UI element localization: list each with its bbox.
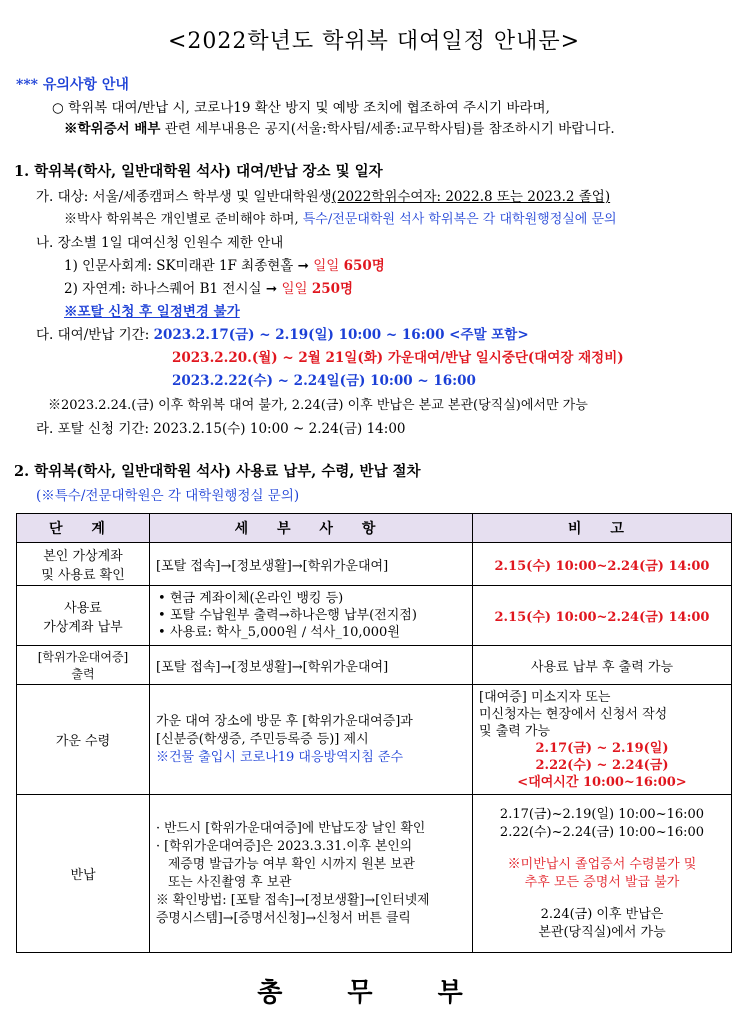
row2-bullet: • 현금 계좌이체(온라인 뱅킹 등) bbox=[170, 590, 466, 607]
row1-detail: [포탈 접속]→[정보생활]→[학위가운대여] bbox=[150, 543, 473, 586]
section1-ga-note bbox=[64, 208, 617, 227]
row5-note bbox=[473, 795, 732, 953]
row2-step-l1: 사용료 bbox=[64, 600, 102, 616]
notice-stars: *** bbox=[16, 77, 38, 93]
row4-n6: <대여시간 10:00~16:00> bbox=[517, 774, 687, 790]
row5-d2: · [학위가운대여증]은 2023.3.31.이후 본인의 bbox=[156, 838, 413, 854]
section1-na2 bbox=[64, 277, 353, 297]
row1-step-l1: 본인 가상계좌 bbox=[43, 549, 123, 564]
da-note: ※2023.2.24.(금) 이후 학위복 대여 불가, 2.24(금) 이후 반납은 본교 본관(당직실)에서만 가능 bbox=[48, 398, 588, 413]
na2-count: 250명 bbox=[311, 281, 354, 297]
da-period3: 2023.2.22(수) ~ 2.24일(금) 10:00 ~ 16:00 bbox=[172, 373, 476, 389]
row2-note: 2.15(수) 10:00~2.24(금) 14:00 bbox=[473, 586, 732, 646]
row4-n5: 2.22(수) ~ 2.24(금) bbox=[535, 757, 669, 773]
row4-n4: 2.17(금) ~ 2.19(일) bbox=[535, 740, 669, 756]
section1-na1 bbox=[64, 254, 385, 274]
row2-step-l2: 가상계좌 납부 bbox=[43, 619, 123, 635]
page-title: <2022학년도 학위복 대여일정 안내문> bbox=[167, 29, 581, 54]
row5-detail bbox=[150, 795, 473, 953]
notice-line2 bbox=[64, 117, 615, 137]
row5-n5: 2.24(금) 이후 반납은 bbox=[540, 906, 664, 922]
row4-d3: ※건물 출입시 코로나19 대응방역지침 준수 bbox=[156, 749, 403, 765]
row5-d5: ※ 확인방법: [포탈 접속]→[정보생활]→[인터넷제 bbox=[156, 892, 430, 908]
notice-heading bbox=[16, 74, 129, 94]
row5-n3: ※미반납시 졸업증서 수령불가 및 bbox=[507, 856, 697, 872]
table-row bbox=[17, 586, 732, 646]
section1-ra: 라. 포탈 신청 기간: 2023.2.15(수) 10:00 ~ 2.24(금) 14:00 bbox=[36, 421, 406, 437]
da-period1: 2023.2.17(금) ~ 2.19(일) 10:00 ~ 16:00 <주말 포함> bbox=[153, 327, 529, 343]
row4-note bbox=[473, 685, 732, 795]
section1-ga bbox=[36, 185, 610, 205]
row5-step: 반납 bbox=[17, 795, 150, 953]
header-note: 비 고 bbox=[473, 514, 732, 543]
section1-da bbox=[36, 323, 529, 343]
table-row bbox=[17, 543, 732, 586]
row5-n2: 2.22(수)~2.24(금) 10:00~16:00 bbox=[499, 824, 705, 840]
da-label: 다. 대여/반납 기간: bbox=[36, 327, 154, 343]
ga-note-blue: 특수/전문대학원 석사 학위복은 각 대학원행정실에 문의 bbox=[302, 212, 617, 227]
row2-bullet: • 포탈 수납원부 출력→하나은행 납부(전지점) bbox=[170, 607, 466, 624]
header-detail: 세 부 사 항 bbox=[150, 514, 473, 543]
row4-detail bbox=[150, 685, 473, 795]
ga-paren: (2022학위수여자: 2022.8 또는 2023.2 졸업) bbox=[331, 189, 611, 205]
notice-line2-rest: 관련 세부내용은 공지(서울:학사팀/세종:교무학사팀)를 참조하시기 바랍니다. bbox=[160, 121, 615, 137]
ga-note-black: ※박사 학위복은 개인별로 준비해야 하며, bbox=[64, 212, 303, 227]
notice-line2-mark: ※학위증서 배부 bbox=[64, 121, 161, 137]
row1-note: 2.15(수) 10:00~2.24(금) 14:00 bbox=[473, 543, 732, 586]
table-row bbox=[17, 795, 732, 953]
na1-count: 650명 bbox=[343, 258, 385, 274]
row3-step-l2: 출력 bbox=[71, 667, 95, 681]
na1-text: 1) 인문사회계: SK미래관 1F 최종현홀 ➞ bbox=[64, 258, 314, 274]
ga-prefix: 가. 대상: 서울/세종캠퍼스 학부생 및 일반대학원생 bbox=[36, 189, 332, 205]
table-row bbox=[17, 646, 732, 685]
header-step: 단 계 bbox=[17, 514, 150, 543]
da-period2: 2023.2.20.(월) ~ 2월 21일(화) 가운대여/반납 일시중단(대여장 재정비) bbox=[172, 350, 624, 366]
row5-n1: 2.17(금)~2.19(일) 10:00~16:00 bbox=[499, 806, 705, 822]
table-header-row bbox=[17, 514, 732, 543]
table-row bbox=[17, 685, 732, 795]
row2-step bbox=[17, 586, 150, 646]
footer-department: 총 무 부 bbox=[257, 978, 491, 1008]
row1-step bbox=[17, 543, 150, 586]
notice-heading-text: 유의사항 안내 bbox=[42, 77, 129, 93]
row2-bullet: • 사용료: 학사_5,000원 / 석사_10,000원 bbox=[170, 624, 466, 641]
section1-na: 나. 장소별 1일 대여신청 인원수 제한 안내 bbox=[36, 235, 284, 251]
notice-line1: ○ 학위복 대여/반납 시, 코로나19 확산 방지 및 예방 조치에 협조하여 주시기 바라며, bbox=[52, 100, 550, 116]
row4-step: 가운 수령 bbox=[17, 685, 150, 795]
row5-n4: 추후 모든 증명서 발급 불가 bbox=[524, 874, 680, 890]
row5-d6: 증명시스템]→[증명서신청]→신청서 버튼 클릭 bbox=[156, 910, 411, 926]
section2-sub: (※특수/전문대학원은 각 대학원행정실 문의) bbox=[36, 488, 300, 504]
row3-note: 사용료 납부 후 출력 가능 bbox=[473, 646, 732, 685]
row4-n1: [대여증] 미소지자 또는 bbox=[479, 689, 611, 705]
row4-n2: 미신청자는 현장에서 신청서 작성 bbox=[479, 706, 668, 722]
row3-step-l1: [학위가운대여증] bbox=[37, 650, 129, 664]
row5-n6: 본관(당직실)에서 가능 bbox=[538, 924, 666, 940]
na1-daily: 일일 bbox=[313, 258, 344, 274]
portal-note: ※포탈 신청 후 일정변경 불가 bbox=[64, 304, 240, 320]
section1-heading: 1. 학위복(학사, 일반대학원 석사) 대여/반납 장소 및 일자 bbox=[14, 163, 383, 180]
procedure-table bbox=[16, 513, 732, 953]
row3-detail: [포탈 접속]→[정보생활]→[학위가운대여] bbox=[150, 646, 473, 685]
row5-d1: · 반드시 [학위가운대여증]에 반납도장 날인 확인 bbox=[156, 820, 426, 836]
row4-d2: [신분증(학생증, 주민등록증 등)] 제시 bbox=[156, 731, 369, 747]
na2-daily: 일일 bbox=[281, 281, 312, 297]
row2-detail bbox=[150, 586, 473, 646]
row4-n3: 및 출력 가능 bbox=[479, 723, 551, 739]
na2-text: 2) 자연계: 하나스퀘어 B1 전시실 ➞ bbox=[64, 281, 282, 297]
row3-step bbox=[17, 646, 150, 685]
row5-d4: 또는 사진촬영 후 보관 bbox=[168, 874, 292, 890]
row1-step-l2: 및 사용료 확인 bbox=[41, 568, 125, 583]
row4-d1: 가운 대여 장소에 방문 후 [학위가운대여증]과 bbox=[156, 713, 413, 729]
section2-heading: 2. 학위복(학사, 일반대학원 석사) 사용료 납부, 수령, 반납 절차 bbox=[14, 463, 421, 480]
row5-d3: 제증명 발급가능 여부 확인 시까지 원본 보관 bbox=[168, 856, 415, 872]
